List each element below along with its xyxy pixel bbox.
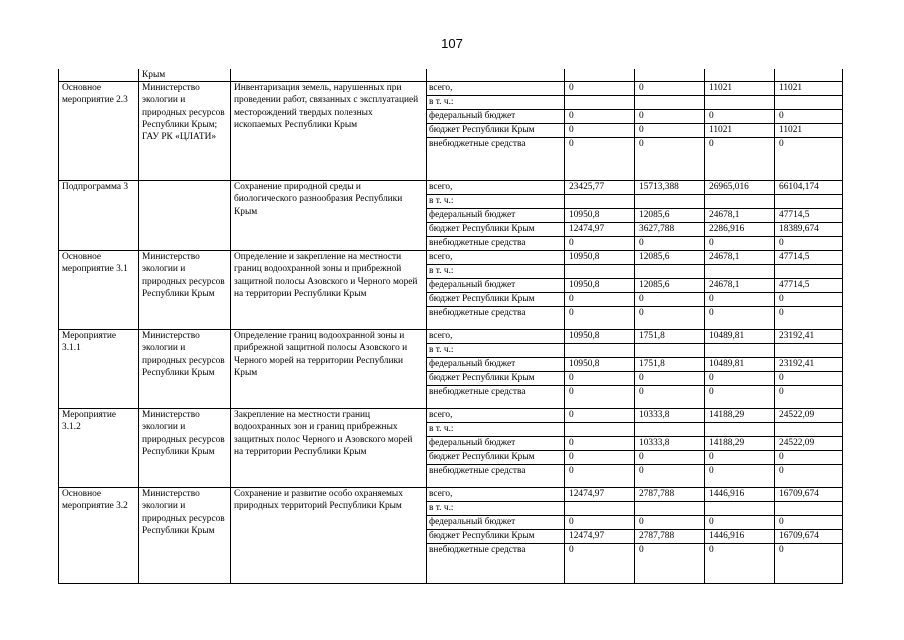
cell-value: 1751,8 bbox=[635, 330, 705, 344]
cell-value: 1446,916 bbox=[705, 530, 775, 544]
cell-value: 0 bbox=[565, 372, 635, 386]
cell-value: 12474,97 bbox=[565, 530, 635, 544]
cell-value: 0 bbox=[565, 437, 635, 451]
cell-value: 0 bbox=[775, 307, 843, 330]
cell-id: Основное мероприятие 3.1 bbox=[59, 251, 139, 330]
cell-source: внебюджетные средства bbox=[427, 307, 565, 330]
cell-value bbox=[565, 69, 635, 82]
cell-source: бюджет Республики Крым bbox=[427, 372, 565, 386]
cell-id: Мероприятие 3.1.2 bbox=[59, 409, 139, 488]
cell-source: всего, bbox=[427, 82, 565, 96]
cell-value: 1446,916 bbox=[705, 488, 775, 502]
cell-value bbox=[705, 265, 775, 279]
cell-value: 16709,674 bbox=[775, 530, 843, 544]
cell-value: 0 bbox=[565, 307, 635, 330]
cell-value: 0 bbox=[775, 386, 843, 409]
cell-value: 2286,916 bbox=[705, 223, 775, 237]
table-row bbox=[59, 82, 843, 96]
cell-value: 0 bbox=[565, 516, 635, 530]
cell-value: 0 bbox=[565, 465, 635, 488]
cell-source: бюджет Республики Крым bbox=[427, 124, 565, 138]
cell-value: 0 bbox=[705, 293, 775, 307]
cell-value bbox=[635, 69, 705, 82]
cell-source: бюджет Республики Крым bbox=[427, 223, 565, 237]
cell-value: 0 bbox=[705, 465, 775, 488]
cell-source: в т. ч.: bbox=[427, 96, 565, 110]
cell-value bbox=[565, 423, 635, 437]
cell-value: 2787,788 bbox=[635, 488, 705, 502]
cell-source: в т. ч.: bbox=[427, 423, 565, 437]
cell-value bbox=[705, 344, 775, 358]
cell-value: 0 bbox=[705, 307, 775, 330]
cell-value: 0 bbox=[635, 237, 705, 251]
cell-value: 0 bbox=[775, 110, 843, 124]
cell-value: 12085,6 bbox=[635, 251, 705, 265]
cell-source: федеральный бюджет bbox=[427, 358, 565, 372]
cell-value: 10489,81 bbox=[705, 330, 775, 344]
cell-value: 0 bbox=[775, 237, 843, 251]
cell-source: всего, bbox=[427, 251, 565, 265]
cell-source: в т. ч.: bbox=[427, 195, 565, 209]
cell-value: 23425,77 bbox=[565, 181, 635, 195]
cell-value: 0 bbox=[635, 110, 705, 124]
cell-title: Сохранение природной среды и биологического разнообразия Республики Крым bbox=[231, 181, 427, 251]
cell-executor: Министерство экологии и природных ресурсов Республики Крым bbox=[139, 330, 231, 409]
cell-value: 0 bbox=[635, 307, 705, 330]
cell-value: 0 bbox=[705, 110, 775, 124]
cell-value: 16709,674 bbox=[775, 488, 843, 502]
cell-value: 66104,174 bbox=[775, 181, 843, 195]
cell-source: бюджет Республики Крым bbox=[427, 451, 565, 465]
cell-title: Определение и закрепление на местности границ водоохранной зоны и прибрежной защитной полосы Азовского и Черного морей на территории Республики Крым bbox=[231, 251, 427, 330]
cell-value bbox=[635, 344, 705, 358]
cell-value: 0 bbox=[775, 293, 843, 307]
cell-title: Сохранение и развитие особо охраняемых природных территорий Республики Крым bbox=[231, 488, 427, 584]
cell-value: 12085,6 bbox=[635, 209, 705, 223]
cell-value: 0 bbox=[705, 386, 775, 409]
cell-source: всего, bbox=[427, 181, 565, 195]
cell-value: 12474,97 bbox=[565, 223, 635, 237]
cell-id: Основное мероприятие 2.3 bbox=[59, 82, 139, 181]
cell-value: 10950,8 bbox=[565, 279, 635, 293]
cell-value bbox=[635, 195, 705, 209]
cell-value: 0 bbox=[565, 409, 635, 423]
cell-value bbox=[775, 96, 843, 110]
cell-value: 10950,8 bbox=[565, 358, 635, 372]
cell-value: 0 bbox=[565, 544, 635, 584]
cell-value: 10950,8 bbox=[565, 209, 635, 223]
cell-executor: Министерство экологии и природных ресурсов Республики Крым bbox=[139, 488, 231, 584]
cell-value: 11021 bbox=[775, 82, 843, 96]
cell-value: 0 bbox=[705, 516, 775, 530]
cell-value: 0 bbox=[565, 138, 635, 181]
cell-value: 15713,388 bbox=[635, 181, 705, 195]
cell-value: 0 bbox=[565, 82, 635, 96]
cell-title: Определение границ водоохранной зоны и прибрежной защитной полосы Азовского и Черного морей на территории Республики Крым bbox=[231, 330, 427, 409]
cell-value: 10333,8 bbox=[635, 437, 705, 451]
cell-source: внебюджетные средства bbox=[427, 544, 565, 584]
table-row bbox=[59, 251, 843, 265]
cell-value: 0 bbox=[705, 451, 775, 465]
cell-value bbox=[635, 265, 705, 279]
table-row bbox=[59, 409, 843, 423]
cell-value bbox=[705, 96, 775, 110]
cell-value: 11021 bbox=[705, 82, 775, 96]
cell-value: 0 bbox=[565, 237, 635, 251]
cell-value bbox=[775, 69, 843, 82]
cell-source: в т. ч.: bbox=[427, 502, 565, 516]
cell-value bbox=[565, 265, 635, 279]
cell-source: федеральный бюджет bbox=[427, 279, 565, 293]
cell-value: 47714,5 bbox=[775, 279, 843, 293]
cell-value: 18389,674 bbox=[775, 223, 843, 237]
cell-id: Мероприятие 3.1.1 bbox=[59, 330, 139, 409]
cell-id bbox=[59, 69, 139, 82]
cell-value: 0 bbox=[775, 451, 843, 465]
cell-source: всего, bbox=[427, 409, 565, 423]
cell-value bbox=[565, 344, 635, 358]
cell-value: 2787,788 bbox=[635, 530, 705, 544]
cell-value: 0 bbox=[775, 516, 843, 530]
cell-value: 11021 bbox=[775, 124, 843, 138]
cell-value: 0 bbox=[635, 544, 705, 584]
cell-value: 14188,29 bbox=[705, 437, 775, 451]
cell-value: 0 bbox=[565, 124, 635, 138]
cell-source: федеральный бюджет bbox=[427, 437, 565, 451]
cell-executor bbox=[139, 181, 231, 251]
cell-value bbox=[705, 423, 775, 437]
cell-value: 0 bbox=[775, 465, 843, 488]
cell-value bbox=[635, 502, 705, 516]
cell-source: внебюджетные средства bbox=[427, 465, 565, 488]
cell-value: 0 bbox=[635, 516, 705, 530]
cell-value: 0 bbox=[635, 82, 705, 96]
table-row-continuation bbox=[59, 69, 843, 82]
cell-executor: Министерство экологии и природных ресурсов Республики Крым; ГАУ РК «ЦЛАТИ» bbox=[139, 82, 231, 181]
cell-value bbox=[565, 502, 635, 516]
table-row bbox=[59, 330, 843, 344]
cell-value: 0 bbox=[775, 138, 843, 181]
cell-value: 11021 bbox=[705, 124, 775, 138]
cell-value: 0 bbox=[635, 293, 705, 307]
cell-value bbox=[775, 423, 843, 437]
cell-value: 14188,29 bbox=[705, 409, 775, 423]
cell-value: 0 bbox=[775, 372, 843, 386]
table-row bbox=[59, 488, 843, 502]
cell-value: 0 bbox=[775, 544, 843, 584]
cell-value: 0 bbox=[565, 451, 635, 465]
cell-value: 24678,1 bbox=[705, 279, 775, 293]
cell-source bbox=[427, 69, 565, 82]
cell-source: федеральный бюджет bbox=[427, 516, 565, 530]
cell-value bbox=[775, 344, 843, 358]
cell-value bbox=[705, 69, 775, 82]
cell-id: Основное мероприятие 3.2 bbox=[59, 488, 139, 584]
cell-value: 26965,016 bbox=[705, 181, 775, 195]
cell-value bbox=[705, 195, 775, 209]
cell-value: 3627,788 bbox=[635, 223, 705, 237]
cell-value bbox=[565, 96, 635, 110]
cell-value: 23192,41 bbox=[775, 358, 843, 372]
cell-source: бюджет Республики Крым bbox=[427, 530, 565, 544]
cell-value: 0 bbox=[635, 124, 705, 138]
cell-value: 10950,8 bbox=[565, 330, 635, 344]
cell-value: 10950,8 bbox=[565, 251, 635, 265]
cell-value: 0 bbox=[565, 386, 635, 409]
cell-source: внебюджетные средства bbox=[427, 386, 565, 409]
cell-value: 24522,09 bbox=[775, 409, 843, 423]
cell-id: Подпрограмма 3 bbox=[59, 181, 139, 251]
cell-title: Закрепление на местности границ водоохранных зон и границ прибрежных защитных полос Черного и Азовского морей на территории Республики Крым bbox=[231, 409, 427, 488]
cell-value: 24522,09 bbox=[775, 437, 843, 451]
cell-value: 47714,5 bbox=[775, 251, 843, 265]
cell-value: 0 bbox=[705, 544, 775, 584]
cell-value bbox=[775, 502, 843, 516]
cell-title: Инвентаризация земель, нарушенных при проведении работ, связанных с эксплуатацией месторождений твердых полезных ископаемых Республики Крым bbox=[231, 82, 427, 181]
page-number: 107 bbox=[441, 36, 463, 51]
cell-value: 10489,81 bbox=[705, 358, 775, 372]
cell-value: 0 bbox=[705, 138, 775, 181]
cell-source: всего, bbox=[427, 488, 565, 502]
cell-executor: Министерство экологии и природных ресурсов Республики Крым bbox=[139, 409, 231, 488]
cell-source: внебюджетные средства bbox=[427, 237, 565, 251]
cell-source: всего, bbox=[427, 330, 565, 344]
cell-value bbox=[565, 195, 635, 209]
cell-value: 0 bbox=[705, 372, 775, 386]
cell-value: 0 bbox=[565, 293, 635, 307]
cell-executor: Министерство экологии и природных ресурсов Республики Крым bbox=[139, 251, 231, 330]
cell-value: 0 bbox=[705, 237, 775, 251]
cell-value: 10333,8 bbox=[635, 409, 705, 423]
cell-title bbox=[231, 69, 427, 82]
cell-value bbox=[705, 502, 775, 516]
cell-value: 0 bbox=[635, 372, 705, 386]
cell-value bbox=[775, 265, 843, 279]
cell-value bbox=[635, 96, 705, 110]
cell-value: 0 bbox=[635, 386, 705, 409]
table-row bbox=[59, 181, 843, 195]
table-body bbox=[59, 69, 843, 584]
cell-value bbox=[775, 195, 843, 209]
cell-value: 0 bbox=[635, 451, 705, 465]
cell-value: 1751,8 bbox=[635, 358, 705, 372]
cell-executor: Крым bbox=[139, 69, 231, 82]
cell-source: федеральный бюджет bbox=[427, 110, 565, 124]
program-funding-table bbox=[58, 69, 843, 584]
cell-source: в т. ч.: bbox=[427, 265, 565, 279]
cell-value: 0 bbox=[635, 465, 705, 488]
cell-value: 24678,1 bbox=[705, 251, 775, 265]
cell-source: федеральный бюджет bbox=[427, 209, 565, 223]
cell-source: внебюджетные средства bbox=[427, 138, 565, 181]
cell-value: 12085,6 bbox=[635, 279, 705, 293]
cell-value: 24678,1 bbox=[705, 209, 775, 223]
cell-value: 47714,5 bbox=[775, 209, 843, 223]
cell-source: в т. ч.: bbox=[427, 344, 565, 358]
cell-value: 23192,41 bbox=[775, 330, 843, 344]
cell-value: 0 bbox=[635, 138, 705, 181]
cell-value bbox=[635, 423, 705, 437]
cell-value: 0 bbox=[565, 110, 635, 124]
cell-value: 12474,97 bbox=[565, 488, 635, 502]
cell-source: бюджет Республики Крым bbox=[427, 293, 565, 307]
